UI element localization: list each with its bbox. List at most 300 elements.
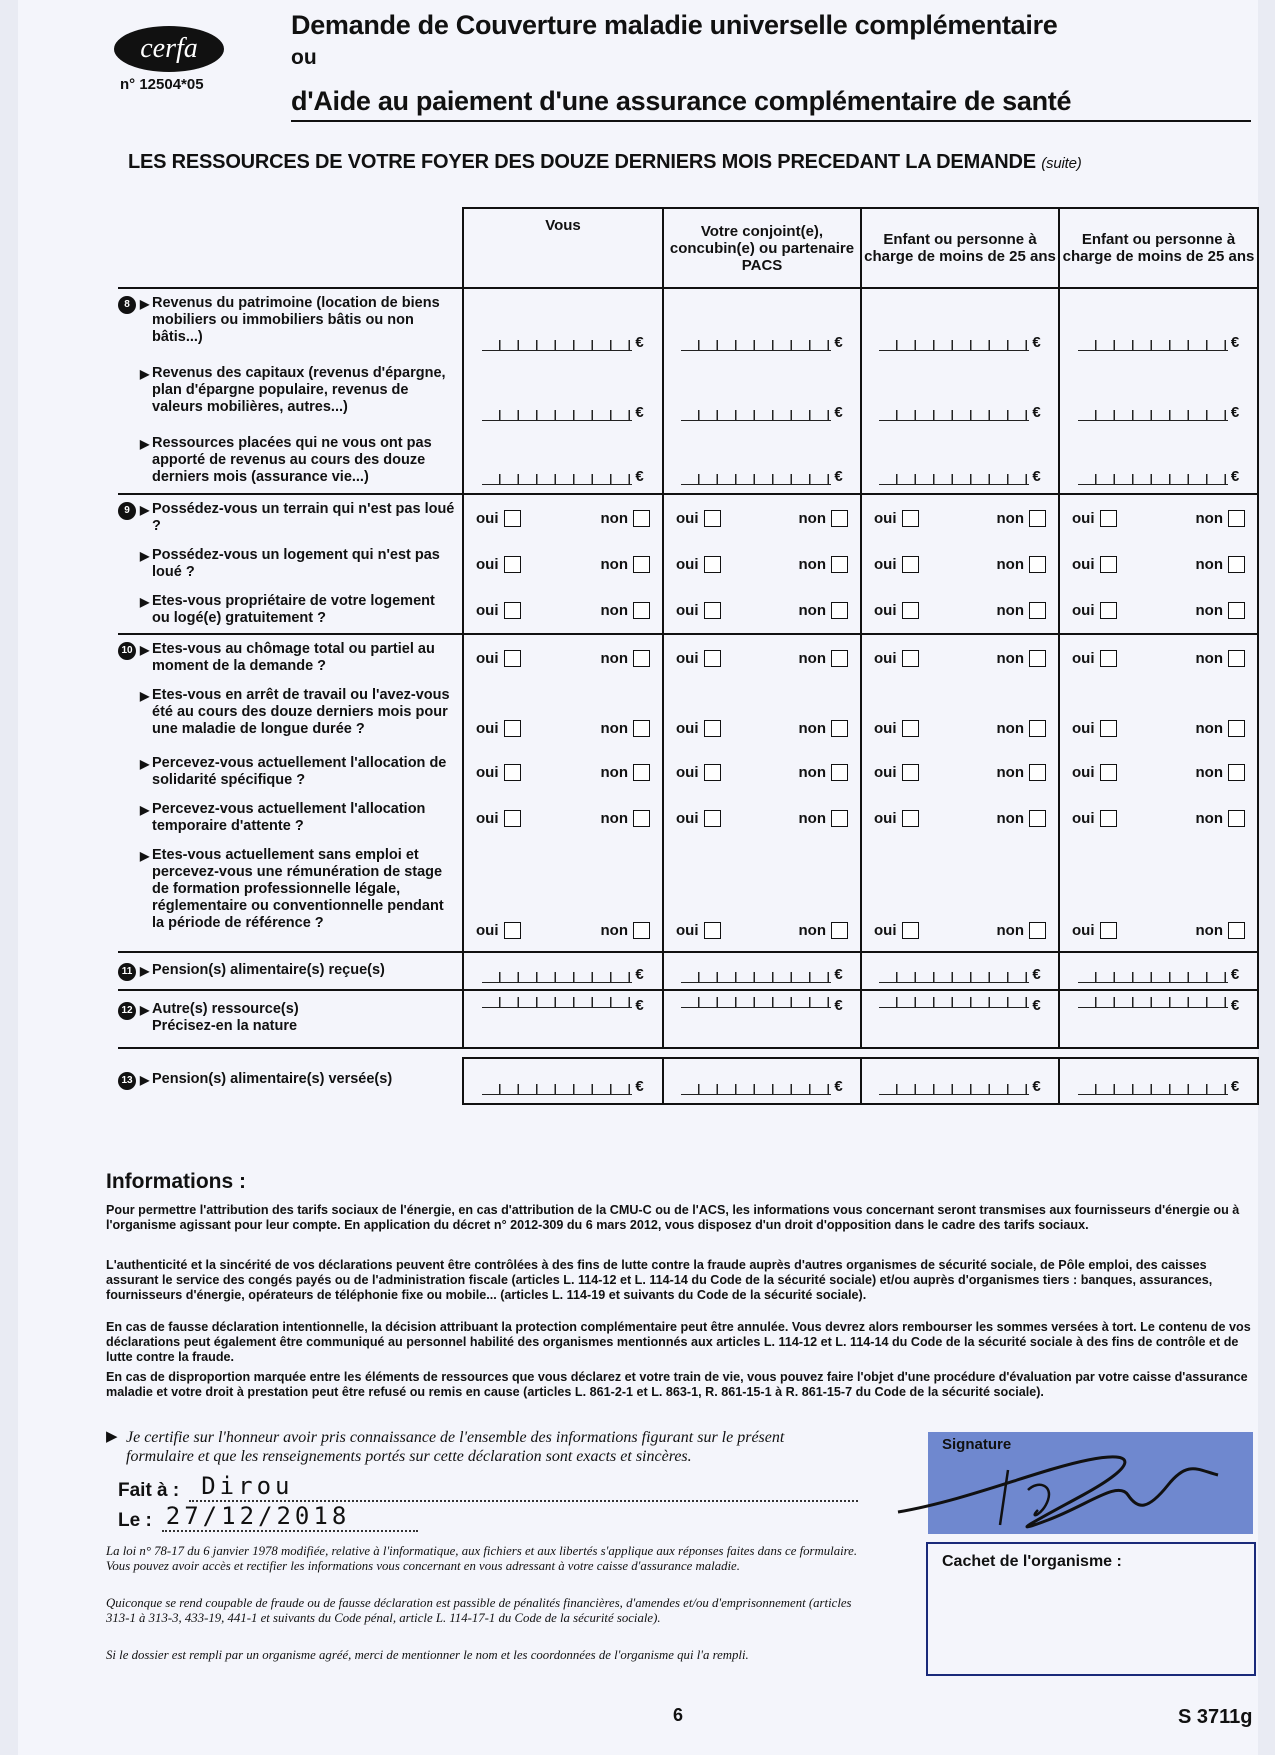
q9-vous-cell bbox=[463, 494, 663, 634]
non-checkbox[interactable] bbox=[1029, 764, 1046, 781]
q10-vous-cell bbox=[463, 634, 663, 952]
q12-question bbox=[118, 990, 463, 1048]
q8-row bbox=[118, 288, 1258, 494]
non-label: non bbox=[798, 763, 826, 781]
non-checkbox[interactable] bbox=[1228, 922, 1245, 939]
non-option bbox=[1196, 556, 1246, 573]
non-option bbox=[799, 602, 849, 619]
oui-checkbox[interactable] bbox=[504, 556, 521, 573]
yes-no-row bbox=[1060, 495, 1257, 541]
arrow-icon: ▶ bbox=[140, 964, 150, 978]
non-label: non bbox=[1195, 509, 1223, 527]
amount-field[interactable]: € bbox=[464, 429, 662, 493]
oui-checkbox[interactable] bbox=[704, 650, 721, 667]
oui-checkbox[interactable] bbox=[902, 922, 919, 939]
header-blank bbox=[118, 208, 463, 288]
q9-badge: 9 bbox=[118, 502, 136, 520]
oui-checkbox[interactable] bbox=[902, 650, 919, 667]
amount-field[interactable]: € bbox=[1060, 429, 1257, 493]
oui-label: oui bbox=[874, 922, 897, 939]
oui-checkbox[interactable] bbox=[704, 922, 721, 939]
q12-label: Autre(s) ressource(s) bbox=[152, 1001, 299, 1017]
oui-checkbox[interactable] bbox=[504, 602, 521, 619]
q8-item-1 bbox=[118, 289, 462, 359]
info-paragraph-1: Pour permettre l'attribution des tarifs sociaux de l'énergie, en cas d'attribution de la CMU-C ou de l'ACS, les informations vous concernant seront transmises aux fournisseurs d'énergie ou à l'organisme agissant pour leur compte. En application du décret n° 2012-309 du 6 mars 2012, vous disposez d'un droit d'opposition dans le cadre des tarifs sociaux. bbox=[106, 1203, 1240, 1232]
non-option bbox=[997, 764, 1047, 781]
q9-item-1-label: Possédez-vous un terrain qui n'est pas loué ? bbox=[152, 501, 455, 534]
non-checkbox[interactable] bbox=[831, 810, 848, 827]
q9-row bbox=[118, 494, 1258, 634]
non-option bbox=[799, 510, 849, 527]
non-label: non bbox=[600, 922, 628, 939]
oui-checkbox[interactable] bbox=[902, 556, 919, 573]
oui-label: oui bbox=[874, 601, 897, 619]
oui-label: oui bbox=[874, 649, 897, 667]
yes-no-row bbox=[664, 541, 860, 587]
q10-item-4 bbox=[118, 795, 462, 841]
non-checkbox[interactable] bbox=[1029, 650, 1046, 667]
non-checkbox[interactable] bbox=[1228, 764, 1245, 781]
q8-item-2-label: Revenus des capitaux (revenus d'épargne, plan d'épargne populaire, revenus de valeurs mobilières, autres...) bbox=[152, 365, 446, 415]
non-option bbox=[1196, 720, 1246, 737]
yes-no-row bbox=[862, 635, 1058, 681]
oui-option bbox=[476, 720, 521, 737]
logo-text: cerfa bbox=[140, 33, 198, 64]
q11-row bbox=[118, 952, 1258, 990]
non-option bbox=[601, 720, 651, 737]
non-checkbox[interactable] bbox=[633, 764, 650, 781]
col-header-vous: Vous bbox=[463, 208, 663, 288]
oui-label: oui bbox=[476, 809, 499, 827]
amount-field[interactable]: € bbox=[464, 289, 662, 359]
non-label: non bbox=[1195, 649, 1223, 667]
yes-no-row bbox=[464, 841, 662, 951]
non-option bbox=[1196, 810, 1246, 827]
q10-item-2-label: Etes-vous en arrêt de travail ou l'avez-vous été au cours des douze derniers mois pour une maladie de longue durée ? bbox=[152, 687, 450, 737]
q12-row bbox=[118, 990, 1258, 1048]
amount-field[interactable]: € bbox=[862, 953, 1058, 989]
amount-field[interactable]: € bbox=[464, 991, 662, 1047]
oui-label: oui bbox=[476, 763, 499, 781]
non-checkbox[interactable] bbox=[1228, 602, 1245, 619]
yes-no-row bbox=[464, 541, 662, 587]
arrow-icon: ▶ bbox=[140, 803, 150, 817]
q10-item-4-label: Percevez-vous actuellement l'allocation temporaire d'attente ? bbox=[152, 801, 426, 834]
q13-row bbox=[118, 1058, 1258, 1104]
amount-field[interactable]: € bbox=[464, 359, 662, 429]
oui-checkbox[interactable] bbox=[1100, 650, 1117, 667]
oui-checkbox[interactable] bbox=[704, 556, 721, 573]
oui-checkbox[interactable] bbox=[504, 720, 521, 737]
amount-field[interactable]: € bbox=[664, 1059, 860, 1103]
yes-no-row bbox=[1060, 541, 1257, 587]
q13-badge: 13 bbox=[118, 1072, 136, 1090]
oui-label: oui bbox=[676, 720, 699, 737]
non-label: non bbox=[600, 555, 628, 573]
non-option bbox=[799, 720, 849, 737]
oui-option bbox=[676, 764, 721, 781]
q10-item-1 bbox=[118, 635, 462, 681]
date-input[interactable]: 27/12/2018 bbox=[162, 1502, 418, 1532]
yes-no-row bbox=[1060, 841, 1257, 951]
non-option bbox=[1196, 510, 1246, 527]
oui-checkbox[interactable] bbox=[1100, 922, 1117, 939]
info-paragraph-3: En cas de fausse déclaration intentionnelle, la décision attribuant la protection complémentaire peut être annulée. Vous devrez alors rembourser les sommes versées à tort. Le contenu de vos déclarations peut également être communiqué au personnel habilité des organismes mentionnés aux articles L. 114-12 et L. 114-14 du Code de la sécurité sociale à des fins de contrôle et de lutte contre la fraude. bbox=[106, 1320, 1251, 1364]
non-option bbox=[1196, 764, 1246, 781]
oui-checkbox[interactable] bbox=[504, 764, 521, 781]
non-checkbox[interactable] bbox=[831, 720, 848, 737]
non-label: non bbox=[996, 720, 1024, 737]
q9-enfant2-cell bbox=[1059, 494, 1258, 634]
title-divider bbox=[291, 120, 1251, 122]
non-label: non bbox=[996, 763, 1024, 781]
non-label: non bbox=[600, 509, 628, 527]
arrow-icon: ▶ bbox=[140, 595, 150, 609]
oui-checkbox[interactable] bbox=[704, 510, 721, 527]
oui-label: oui bbox=[1072, 601, 1095, 619]
yes-no-row bbox=[862, 841, 1058, 951]
oui-checkbox[interactable] bbox=[902, 764, 919, 781]
yes-no-row bbox=[1060, 587, 1257, 633]
table-header-row bbox=[118, 208, 1258, 288]
oui-checkbox[interactable] bbox=[504, 922, 521, 939]
oui-option bbox=[874, 720, 919, 737]
oui-label: oui bbox=[676, 509, 699, 527]
non-checkbox[interactable] bbox=[1029, 510, 1046, 527]
non-checkbox[interactable] bbox=[1228, 720, 1245, 737]
yes-no-row bbox=[664, 749, 860, 795]
non-checkbox[interactable] bbox=[831, 650, 848, 667]
non-option bbox=[601, 650, 651, 667]
non-label: non bbox=[996, 922, 1024, 939]
q8-vous-cell bbox=[463, 288, 663, 494]
q10-row bbox=[118, 634, 1258, 952]
non-checkbox[interactable] bbox=[1228, 810, 1245, 827]
arrow-icon: ▶ bbox=[140, 689, 150, 703]
cerfa-logo bbox=[114, 26, 224, 72]
oui-checkbox[interactable] bbox=[704, 720, 721, 737]
title-line2: d'Aide au paiement d'une assurance complémentaire de santé bbox=[291, 86, 1072, 116]
non-checkbox[interactable] bbox=[1029, 720, 1046, 737]
non-label: non bbox=[1195, 720, 1223, 737]
oui-checkbox[interactable] bbox=[902, 720, 919, 737]
non-option bbox=[601, 602, 651, 619]
oui-label: oui bbox=[476, 649, 499, 667]
amount-field[interactable]: € bbox=[464, 1059, 662, 1103]
non-checkbox[interactable] bbox=[633, 510, 650, 527]
oui-label: oui bbox=[676, 763, 699, 781]
arrow-icon: ▶ bbox=[140, 1073, 150, 1087]
oui-checkbox[interactable] bbox=[704, 764, 721, 781]
q13-question bbox=[118, 1058, 463, 1104]
oui-label: oui bbox=[676, 809, 699, 827]
non-option bbox=[799, 922, 849, 939]
q10-conjoint-cell bbox=[663, 634, 861, 952]
oui-option bbox=[676, 650, 721, 667]
form-page bbox=[18, 0, 1258, 1755]
fait-a-input[interactable]: Dirou bbox=[189, 1472, 858, 1502]
oui-option bbox=[476, 650, 521, 667]
non-label: non bbox=[996, 555, 1024, 573]
section-suffix: (suite) bbox=[1041, 155, 1082, 172]
yes-no-row bbox=[862, 541, 1058, 587]
q8-conjoint-cell bbox=[663, 288, 861, 494]
oui-checkbox[interactable] bbox=[1100, 720, 1117, 737]
oui-option bbox=[676, 720, 721, 737]
oui-label: oui bbox=[1072, 763, 1095, 781]
col-header-conjoint: Votre conjoint(e), concubin(e) ou partenaire PACS bbox=[663, 208, 861, 288]
arrow-icon: ▶ bbox=[140, 437, 150, 451]
amount-field[interactable]: € bbox=[862, 429, 1058, 493]
oui-option bbox=[874, 764, 919, 781]
oui-option bbox=[476, 510, 521, 527]
fait-a-label: Fait à : bbox=[118, 1480, 180, 1501]
q9-questions bbox=[118, 494, 463, 634]
yes-no-row bbox=[1060, 681, 1257, 749]
oui-option bbox=[874, 602, 919, 619]
yes-no-row bbox=[1060, 749, 1257, 795]
amount-field[interactable]: € bbox=[862, 289, 1058, 359]
oui-checkbox[interactable] bbox=[704, 602, 721, 619]
amount-field[interactable]: € bbox=[862, 359, 1058, 429]
oui-checkbox[interactable] bbox=[1100, 810, 1117, 827]
oui-option bbox=[476, 922, 521, 939]
yes-no-row bbox=[862, 495, 1058, 541]
oui-option bbox=[1072, 556, 1117, 573]
amount-field[interactable]: € bbox=[464, 953, 662, 989]
non-label: non bbox=[798, 922, 826, 939]
legal-cnil: La loi n° 78-17 du 6 janvier 1978 modifiée, relative à l'informatique, aux fichiers et aux libertés s'applique aux réponses faites dans ce formulaire. Vous pouvez avoir accès et rectifier les informations vous concernant en vous adressant à votre caisse d'assurance maladie. bbox=[106, 1544, 858, 1573]
arrow-icon: ▶ bbox=[140, 297, 150, 311]
oui-checkbox[interactable] bbox=[504, 510, 521, 527]
q8-item-1-label: Revenus du patrimoine (location de biens mobiliers ou immobiliers bâtis ou non bâtis...) bbox=[152, 295, 440, 345]
yes-no-row bbox=[862, 681, 1058, 749]
non-option bbox=[601, 810, 651, 827]
non-checkbox[interactable] bbox=[633, 720, 650, 737]
amount-field[interactable]: € bbox=[1060, 953, 1257, 989]
non-label: non bbox=[1195, 555, 1223, 573]
arrow-icon: ▶ bbox=[140, 643, 150, 657]
q10-badge: 10 bbox=[118, 642, 136, 660]
non-checkbox[interactable] bbox=[831, 922, 848, 939]
cachet-label: Cachet de l'organisme : bbox=[942, 1553, 1122, 1570]
non-option bbox=[799, 556, 849, 573]
legal-fraud: Quiconque se rend coupable de fraude ou de fausse déclaration est passible de pénalités financières, d'amendes et/ou d'emprisonnement (articles 313-1 à 313-3, 433-19, 441-1 et suivants du Code pénal, article L. 114-17-1 du Code de la sécurité sociale). bbox=[106, 1596, 852, 1625]
oui-label: oui bbox=[1072, 509, 1095, 527]
yes-no-row bbox=[664, 495, 860, 541]
oui-checkbox[interactable] bbox=[504, 810, 521, 827]
oui-label: oui bbox=[476, 555, 499, 573]
non-label: non bbox=[996, 601, 1024, 619]
non-checkbox[interactable] bbox=[831, 556, 848, 573]
non-option bbox=[799, 650, 849, 667]
arrow-icon: ▶ bbox=[140, 757, 150, 771]
q8-item-3-label: Ressources placées qui ne vous ont pas apporté de revenus au cours des douze derniers mois (assurance vie...) bbox=[152, 435, 432, 485]
oui-option bbox=[476, 556, 521, 573]
oui-checkbox[interactable] bbox=[902, 602, 919, 619]
yes-no-row bbox=[464, 749, 662, 795]
q8-item-2 bbox=[118, 359, 462, 429]
amount-field[interactable]: € bbox=[862, 1059, 1058, 1103]
amount-field[interactable]: € bbox=[664, 953, 860, 989]
q12-sublabel: Précisez-en la nature bbox=[152, 1018, 298, 1034]
non-checkbox[interactable] bbox=[1029, 922, 1046, 939]
non-checkbox[interactable] bbox=[1228, 556, 1245, 573]
yes-no-row bbox=[664, 587, 860, 633]
oui-label: oui bbox=[476, 601, 499, 619]
arrow-icon: ▶ bbox=[140, 503, 150, 517]
oui-label: oui bbox=[874, 763, 897, 781]
yes-no-row bbox=[862, 795, 1058, 841]
yes-no-row bbox=[664, 841, 860, 951]
col-header-enfant-1: Enfant ou personne à charge de moins de 25 ans bbox=[861, 208, 1059, 288]
date-label: Le : bbox=[118, 1510, 152, 1531]
informations-title: Informations : bbox=[106, 1170, 246, 1193]
oui-option bbox=[874, 650, 919, 667]
q11-question bbox=[118, 952, 463, 990]
amount-field[interactable]: € bbox=[664, 289, 860, 359]
non-option bbox=[601, 922, 651, 939]
yes-no-row bbox=[464, 587, 662, 633]
non-label: non bbox=[798, 809, 826, 827]
section-title-text: LES RESSOURCES DE VOTRE FOYER DES DOUZE DERNIERS MOIS PRECEDANT LA DEMANDE bbox=[128, 151, 1036, 173]
oui-label: oui bbox=[874, 809, 897, 827]
non-checkbox[interactable] bbox=[831, 510, 848, 527]
amount-field[interactable]: € bbox=[1060, 289, 1257, 359]
non-option bbox=[601, 764, 651, 781]
oui-label: oui bbox=[874, 720, 897, 737]
q8-enfant1-cell bbox=[861, 288, 1059, 494]
non-label: non bbox=[798, 720, 826, 737]
non-option bbox=[1196, 602, 1246, 619]
yes-no-row bbox=[1060, 795, 1257, 841]
non-label: non bbox=[798, 555, 826, 573]
non-option bbox=[799, 764, 849, 781]
oui-label: oui bbox=[476, 922, 499, 939]
q10-enfant2-cell bbox=[1059, 634, 1258, 952]
non-checkbox[interactable] bbox=[633, 922, 650, 939]
non-checkbox[interactable] bbox=[1029, 602, 1046, 619]
q9-enfant1-cell bbox=[861, 494, 1059, 634]
amount-field[interactable]: € bbox=[1060, 1059, 1257, 1103]
oui-checkbox[interactable] bbox=[902, 510, 919, 527]
yes-no-row bbox=[664, 681, 860, 749]
oui-option bbox=[476, 602, 521, 619]
non-checkbox[interactable] bbox=[633, 602, 650, 619]
oui-option bbox=[676, 602, 721, 619]
section-title bbox=[128, 151, 1082, 174]
date-row bbox=[118, 1502, 418, 1532]
yes-no-row bbox=[862, 587, 1058, 633]
arrow-icon: ▶ bbox=[140, 367, 150, 381]
certification bbox=[106, 1428, 796, 1466]
non-checkbox[interactable] bbox=[1228, 510, 1245, 527]
amount-field[interactable]: € bbox=[1060, 359, 1257, 429]
oui-checkbox[interactable] bbox=[504, 650, 521, 667]
amount-field[interactable]: € bbox=[1060, 991, 1257, 1047]
oui-option bbox=[874, 922, 919, 939]
q10-item-5-label: Etes-vous actuellement sans emploi et percevez-vous une rémunération de stage de formation professionnelle légale, réglementaire ou conventionnelle pendant la période de référence ? bbox=[152, 847, 444, 931]
q9-item-2-label: Possédez-vous un logement qui n'est pas loué ? bbox=[152, 547, 440, 580]
arrow-icon: ▶ bbox=[140, 1003, 150, 1017]
yes-no-row bbox=[664, 635, 860, 681]
oui-option bbox=[1072, 764, 1117, 781]
arrow-icon: ▶ bbox=[140, 549, 150, 563]
yes-no-row bbox=[464, 635, 662, 681]
q9-item-3 bbox=[118, 587, 462, 633]
oui-label: oui bbox=[874, 509, 897, 527]
non-checkbox[interactable] bbox=[633, 650, 650, 667]
oui-label: oui bbox=[476, 720, 499, 737]
certification-text: Je certifie sur l'honneur avoir pris connaissance de l'ensemble des informations figurant sur le présent formulaire et que les renseignements portés sur cette déclaration sont exacts et sincères. bbox=[126, 1429, 785, 1465]
non-checkbox[interactable] bbox=[633, 556, 650, 573]
oui-checkbox[interactable] bbox=[1100, 556, 1117, 573]
q10-item-3-label: Percevez-vous actuellement l'allocation de solidarité spécifique ? bbox=[152, 755, 447, 788]
oui-checkbox[interactable] bbox=[1100, 764, 1117, 781]
oui-checkbox[interactable] bbox=[1100, 602, 1117, 619]
q9-item-2 bbox=[118, 541, 462, 587]
amount-field[interactable]: € bbox=[664, 429, 860, 493]
yes-no-row bbox=[464, 495, 662, 541]
q10-item-2 bbox=[118, 681, 462, 749]
oui-option bbox=[676, 556, 721, 573]
amount-field[interactable]: € bbox=[664, 991, 860, 1047]
q10-item-5 bbox=[118, 841, 462, 951]
oui-checkbox[interactable] bbox=[902, 810, 919, 827]
oui-option bbox=[1072, 650, 1117, 667]
yes-no-row bbox=[1060, 635, 1257, 681]
oui-option bbox=[1072, 602, 1117, 619]
oui-option bbox=[676, 510, 721, 527]
oui-label: oui bbox=[676, 922, 699, 939]
non-option bbox=[1196, 922, 1246, 939]
title-line1: Demande de Couverture maladie universelle complémentaire bbox=[291, 10, 1058, 40]
oui-label: oui bbox=[1072, 809, 1095, 827]
non-checkbox[interactable] bbox=[831, 602, 848, 619]
non-label: non bbox=[1195, 809, 1223, 827]
oui-label: oui bbox=[476, 509, 499, 527]
info-paragraph-2: L'authenticité et la sincérité de vos déclarations peuvent être contrôlées à des fins de lutte contre la fraude auprès d'autres organismes de sécurité sociale, de Pôle emploi, des caisses assurant le service des congés payés ou de l'administration fiscale (articles L. 114-12 et L. 114-14 du Code de la sécurité sociale) et/ou auprès d'organismes tiers : banques, assurances, fournisseurs d'énergie, opérateurs de téléphonie fixe ou mobile... (articles L. 114-19 et suivants du Code de la sécurité sociale). bbox=[106, 1258, 1213, 1302]
amount-field[interactable]: € bbox=[862, 991, 1058, 1047]
oui-checkbox[interactable] bbox=[704, 810, 721, 827]
non-checkbox[interactable] bbox=[1228, 650, 1245, 667]
non-option bbox=[997, 720, 1047, 737]
non-checkbox[interactable] bbox=[1029, 556, 1046, 573]
oui-option bbox=[874, 810, 919, 827]
non-option bbox=[997, 602, 1047, 619]
oui-label: oui bbox=[676, 601, 699, 619]
non-label: non bbox=[798, 649, 826, 667]
non-checkbox[interactable] bbox=[633, 810, 650, 827]
non-label: non bbox=[1195, 601, 1223, 619]
oui-label: oui bbox=[1072, 649, 1095, 667]
arrow-icon: ▶ bbox=[106, 1429, 118, 1445]
non-option bbox=[997, 510, 1047, 527]
non-checkbox[interactable] bbox=[831, 764, 848, 781]
q8-badge: 8 bbox=[118, 296, 136, 314]
oui-checkbox[interactable] bbox=[1100, 510, 1117, 527]
q8-enfant2-cell bbox=[1059, 288, 1258, 494]
non-label: non bbox=[798, 509, 826, 527]
fait-a-row bbox=[118, 1472, 858, 1502]
oui-label: oui bbox=[874, 555, 897, 573]
non-checkbox[interactable] bbox=[1029, 810, 1046, 827]
non-option bbox=[997, 922, 1047, 939]
oui-option bbox=[874, 510, 919, 527]
amount-field[interactable]: € bbox=[664, 359, 860, 429]
signature-label: Signature bbox=[942, 1436, 1012, 1453]
oui-label: oui bbox=[676, 649, 699, 667]
